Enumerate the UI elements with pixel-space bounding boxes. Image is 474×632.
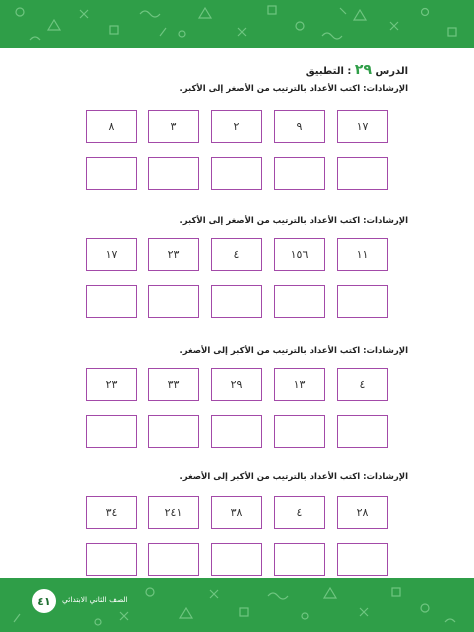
answer-box[interactable] [337, 415, 388, 448]
answer-box[interactable] [86, 157, 137, 190]
grade-label: الصف الثاني الابتدائي [62, 595, 128, 604]
answer-box[interactable] [337, 543, 388, 576]
shapes-pattern-top [0, 0, 474, 48]
answer-box[interactable] [86, 285, 137, 318]
shapes-pattern-bottom [0, 578, 474, 632]
top-decorative-band [0, 0, 474, 48]
answer-box[interactable] [337, 285, 388, 318]
given-number-box: ٢٣ [86, 368, 137, 401]
answer-box[interactable] [148, 285, 199, 318]
lesson-number: ٢٩ [354, 62, 372, 78]
given-number-box: ٢٨ [337, 496, 388, 529]
given-number-box: ٢٣ [148, 238, 199, 271]
given-number-box: ٤ [274, 496, 325, 529]
answer-box[interactable] [148, 543, 199, 576]
answer-box[interactable] [148, 157, 199, 190]
given-number-box: ١٥٦ [274, 238, 325, 271]
answer-box[interactable] [274, 285, 325, 318]
answer-box[interactable] [211, 543, 262, 576]
answer-box[interactable] [211, 285, 262, 318]
given-number-box: ٢٤١ [148, 496, 199, 529]
given-number-box: ٤ [337, 368, 388, 401]
given-number-box: ٤ [211, 238, 262, 271]
answer-box[interactable] [86, 415, 137, 448]
given-number-box: ١٧ [337, 110, 388, 143]
instruction-text: الإرشادات: اكتب الأعداد بالترتيب من الأكبر إلى الأصغر. [179, 346, 408, 356]
given-number-box: ٣ [148, 110, 199, 143]
given-number-box: ١٣ [274, 368, 325, 401]
instruction-text: الإرشادات: اكتب الأعداد بالترتيب من الأصغر إلى الأكبر. [179, 84, 408, 94]
given-number-box: ٩ [274, 110, 325, 143]
given-number-box: ٣٨ [211, 496, 262, 529]
given-number-box: ٣٣ [148, 368, 199, 401]
lesson-title: : التطبيق [305, 66, 352, 77]
given-number-box: ٨ [86, 110, 137, 143]
answer-box[interactable] [274, 543, 325, 576]
given-number-box: ٣٤ [86, 496, 137, 529]
given-number-box: ٢ [211, 110, 262, 143]
page-number-badge: ٤١ [32, 589, 56, 613]
lesson-label: الدرس [375, 66, 408, 77]
answer-box[interactable] [148, 415, 199, 448]
answer-box[interactable] [274, 157, 325, 190]
given-number-box: ١١ [337, 238, 388, 271]
instruction-text: الإرشادات: اكتب الأعداد بالترتيب من الأصغر إلى الأكبر. [179, 216, 408, 226]
answer-box[interactable] [86, 543, 137, 576]
answer-box[interactable] [274, 415, 325, 448]
answer-box[interactable] [211, 157, 262, 190]
bottom-decorative-band [0, 578, 474, 632]
given-number-box: ١٧ [86, 238, 137, 271]
answer-box[interactable] [337, 157, 388, 190]
given-number-box: ٢٩ [211, 368, 262, 401]
answer-box[interactable] [211, 415, 262, 448]
lesson-heading [306, 62, 408, 78]
instruction-text: الإرشادات: اكتب الأعداد بالترتيب من الأكبر إلى الأصغر. [179, 472, 408, 482]
